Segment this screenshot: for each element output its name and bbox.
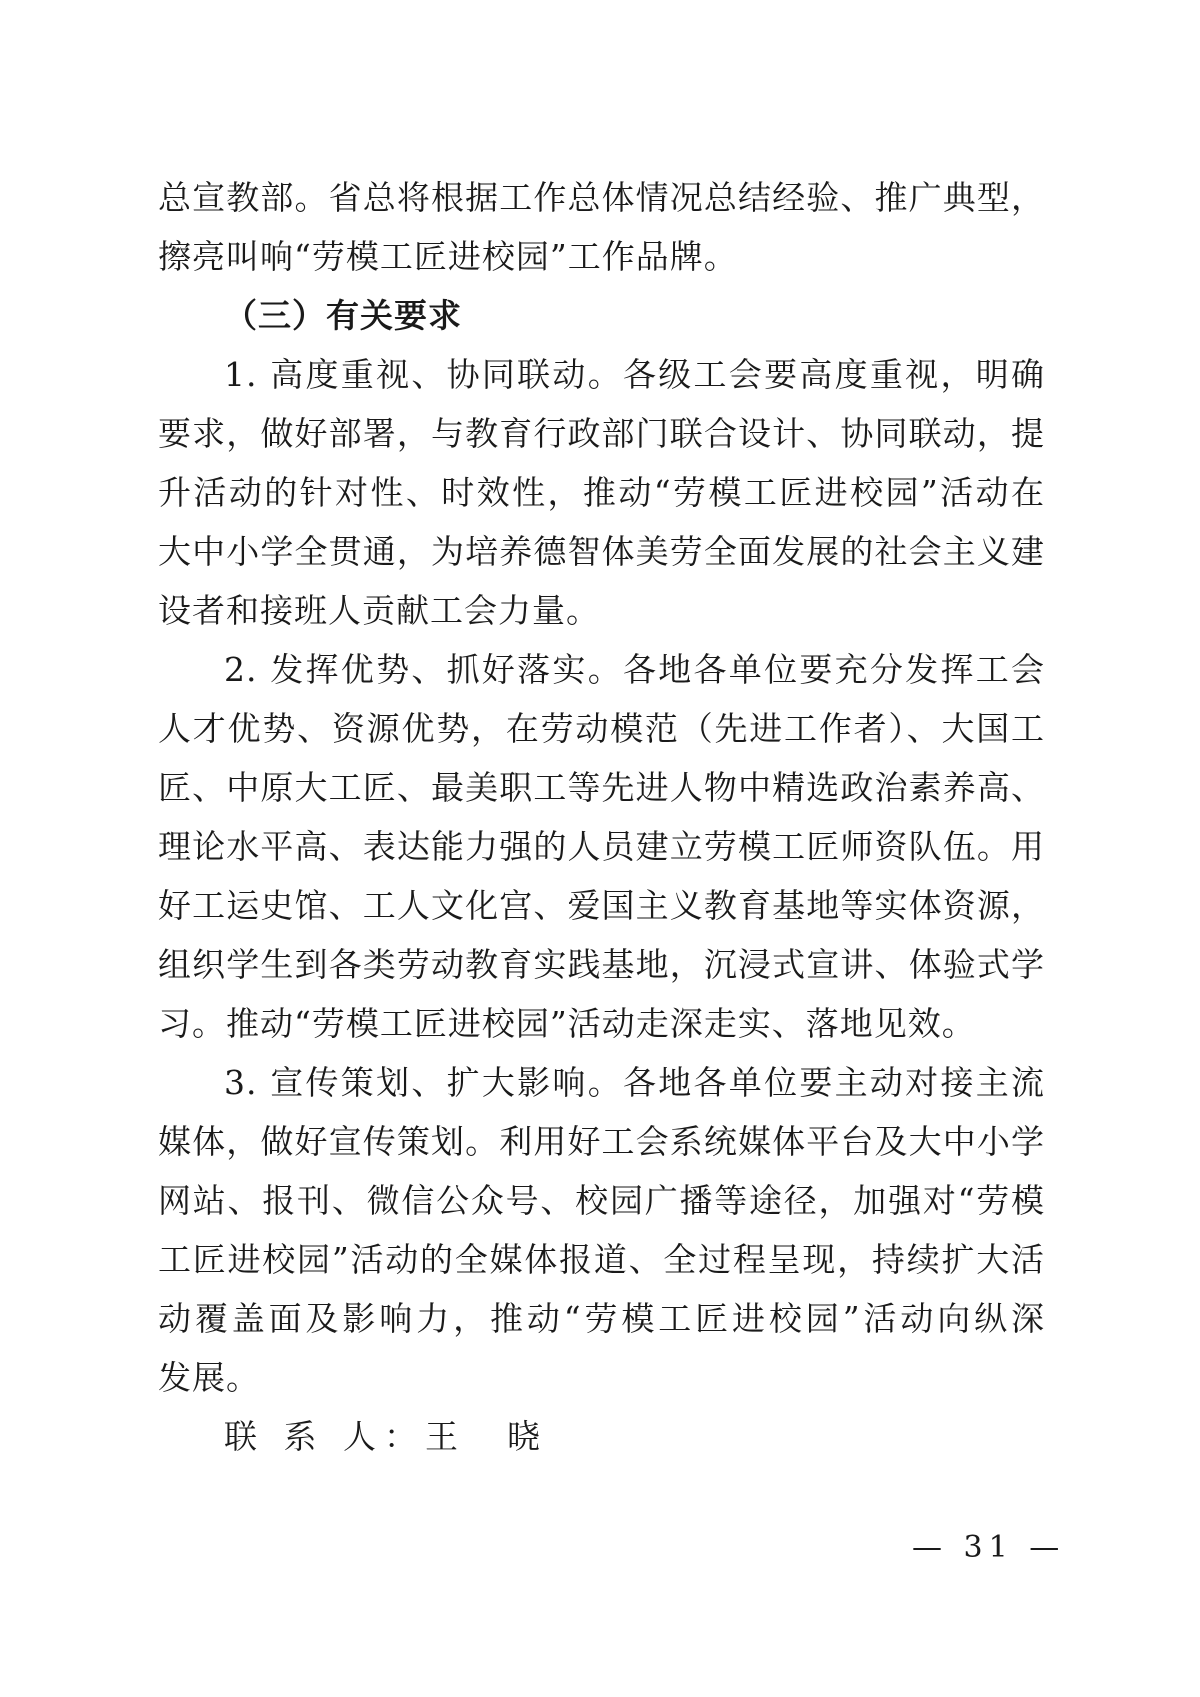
- text-line: 人才优势、资源优势，在劳动模范（先进工作者）、大国工: [158, 709, 1045, 748]
- text-line: 组织学生到各类劳动教育实践基地，沉浸式宣讲、体验式学: [158, 945, 1045, 984]
- text-line: 匠、中原大工匠、最美职工等先进人物中精选政治素养高、: [158, 768, 1045, 807]
- text-line: 发展。: [158, 1358, 260, 1397]
- text-line: 总宣教部。省总将根据工作总体情况总结经验、推广典型，: [158, 178, 1045, 217]
- text-line: 理论水平高、表达能力强的人员建立劳模工匠师资队伍。用: [158, 827, 1045, 866]
- section-heading: （三）有关要求: [224, 296, 462, 335]
- text-line: 网站、报刊、微信公众号、校园广播等途径，加强对“劳模: [158, 1181, 1045, 1220]
- text-line: 要求，做好部署，与教育行政部门联合设计、协同联动，提: [158, 414, 1045, 453]
- text-line: 好工运史馆、工人文化宫、爱国主义教育基地等实体资源，: [158, 886, 1045, 925]
- paragraph-start: 2. 发挥优势、抓好落实。各地各单位要充分发挥工会: [224, 650, 1045, 689]
- text-line: 升活动的针对性、时效性，推动“劳模工匠进校园”活动在: [158, 473, 1045, 512]
- page-number: — 31 —: [912, 1530, 1066, 1565]
- contact-line: 联 系 人：王 晓: [224, 1417, 548, 1456]
- text-line: 设者和接班人贡献工会力量。: [158, 591, 600, 630]
- document-body: [158, 168, 1045, 1466]
- text-line: 媒体，做好宣传策划。利用好工会系统媒体平台及大中小学: [158, 1122, 1045, 1161]
- text-line: 工匠进校园”活动的全媒体报道、全过程呈现，持续扩大活: [158, 1240, 1045, 1279]
- text-line: 动覆盖面及影响力，推动“劳模工匠进校园”活动向纵深: [158, 1299, 1045, 1338]
- text-line: 擦亮叫响“劳模工匠进校园”工作品牌。: [158, 237, 738, 276]
- text-line: 大中小学全贯通，为培养德智体美劳全面发展的社会主义建: [158, 532, 1045, 571]
- paragraph-start: 3. 宣传策划、扩大影响。各地各单位要主动对接主流: [224, 1063, 1045, 1102]
- text-line: 习。推动“劳模工匠进校园”活动走深走实、落地见效。: [158, 1004, 976, 1043]
- paragraph-start: 1. 高度重视、协同联动。各级工会要高度重视，明确: [224, 355, 1045, 394]
